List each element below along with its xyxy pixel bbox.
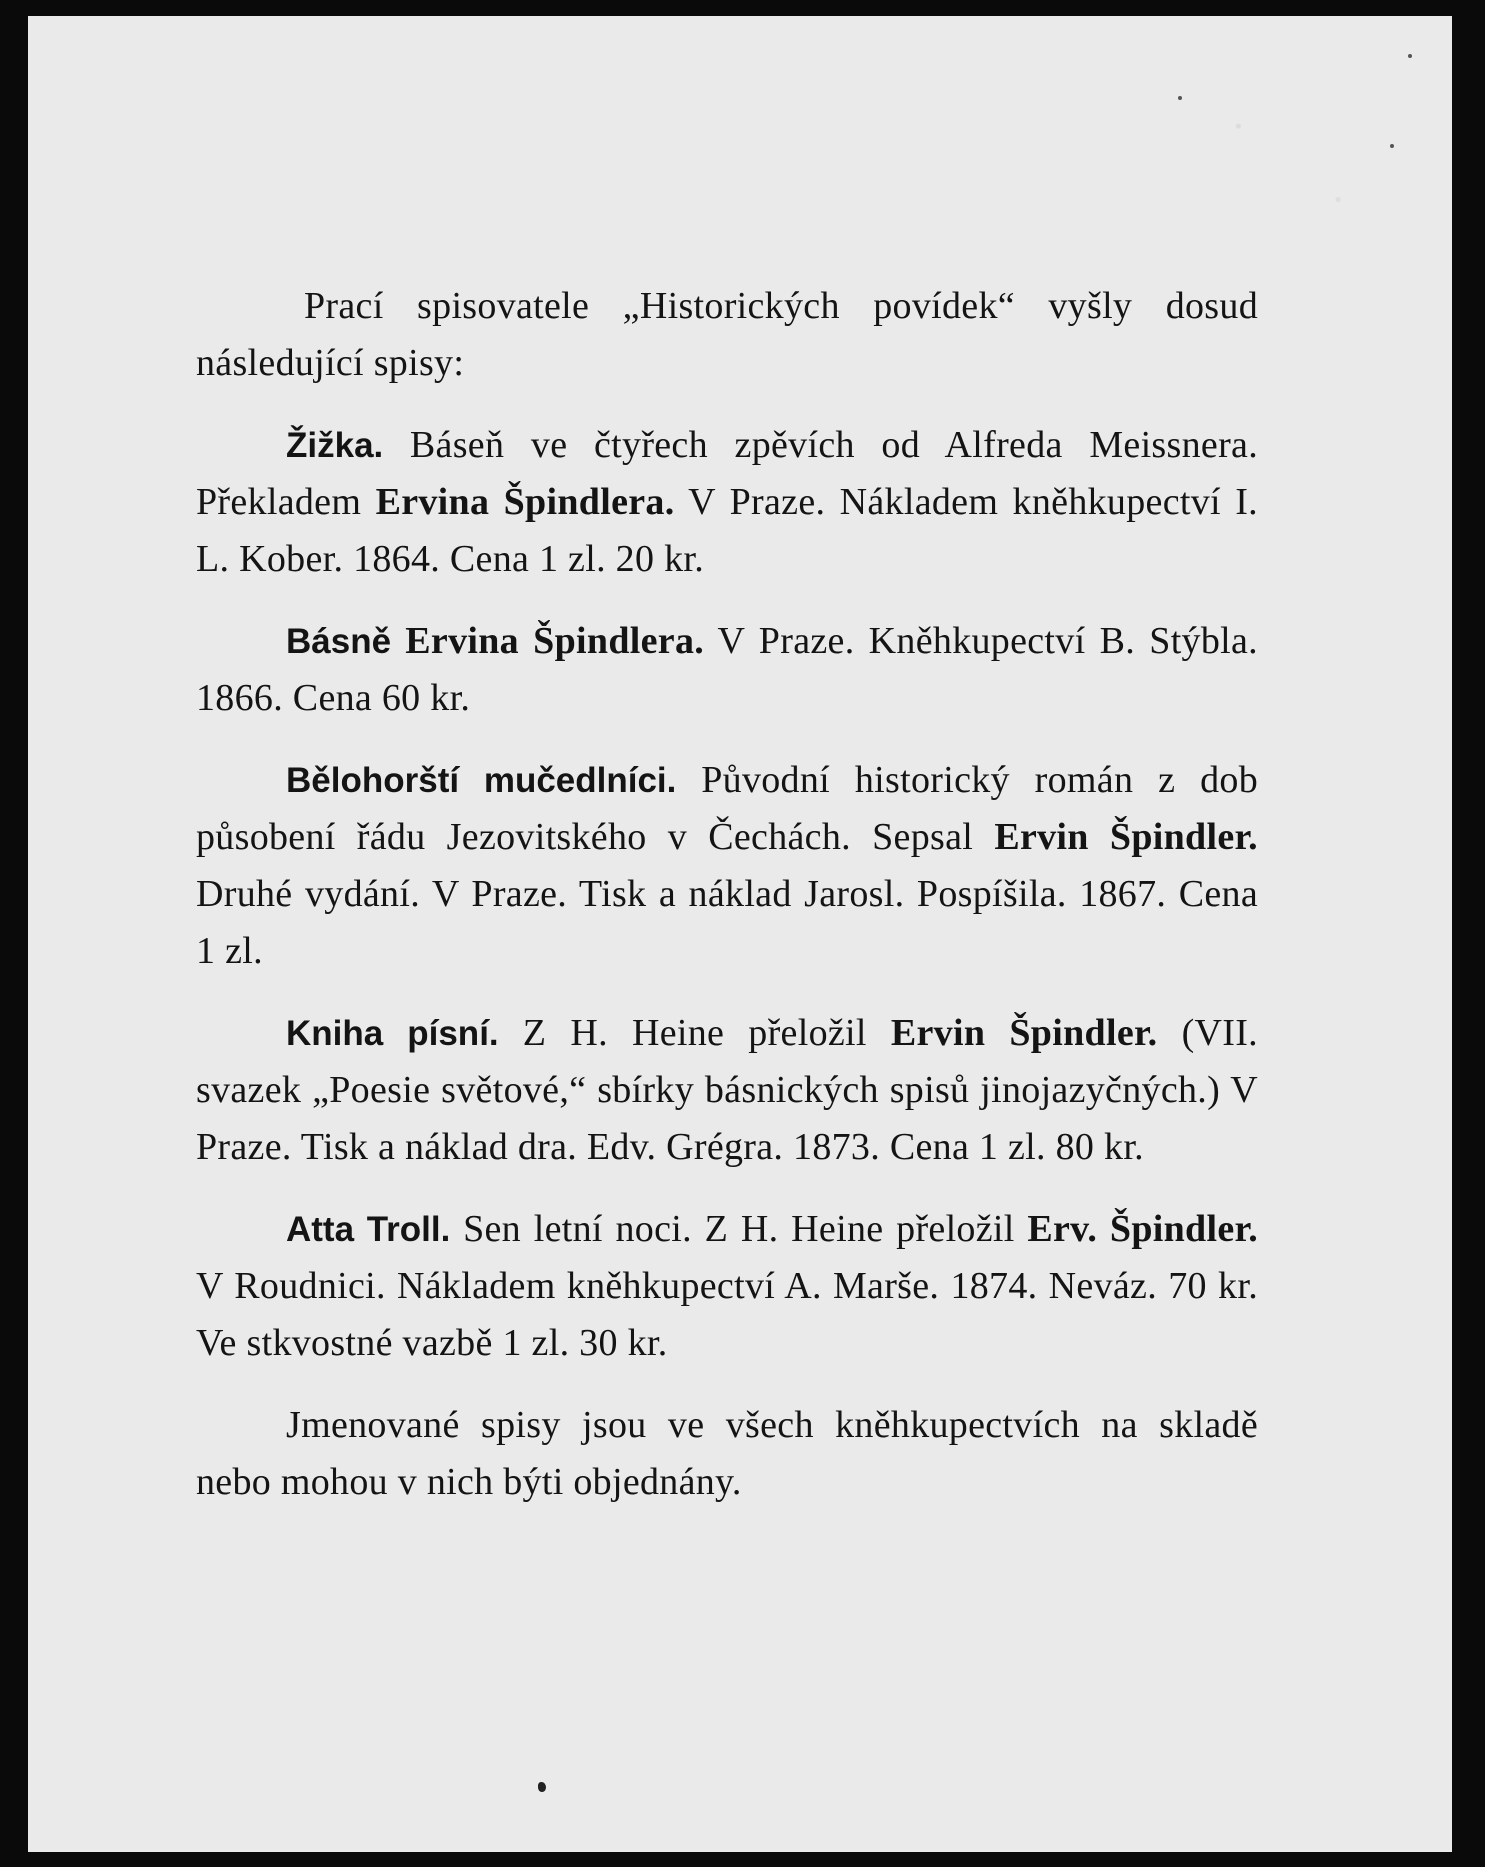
scan-speck <box>1408 54 1412 58</box>
intro-paragraph: Prací spisovatele „Historických povídek“ vyšly dosud následující spisy: <box>196 285 1258 384</box>
entry-text: (VII. svazek „Poesie světové,“ sbírky básnických spisů jinojazyčných.) V Praze. Tisk a náklad dra. Edv. Grégra. 1873. Cena 1 zl. 80 kr. <box>196 1012 1258 1168</box>
entry-kniha-pisni <box>196 1005 1258 1176</box>
entry-title: Žižka. <box>286 426 384 465</box>
author-name: Ervina Špindlera. <box>405 620 705 662</box>
scan-speck <box>1178 96 1182 100</box>
author-name: Ervin Špindler. <box>994 816 1258 858</box>
entry-title: Básně <box>286 622 392 661</box>
book-page <box>28 16 1452 1852</box>
entry-title: Bělohorští mučedlníci. <box>286 761 677 800</box>
author-name: Ervin Špindler. <box>890 1012 1158 1054</box>
entry-text: Původní historický román z dob působení řádu Jezovitského v Čechách. Sepsal <box>196 759 1258 858</box>
entry-text <box>391 620 405 662</box>
author-name: Ervina Špindlera. <box>375 481 675 523</box>
entry-text: Báseň ve čtyřech zpěvích od Alfreda Meissnera. Překladem <box>196 424 1258 523</box>
entry-title: Kniha písní. <box>286 1014 499 1053</box>
entry-text: Z H. Heine přeložil <box>498 1012 891 1054</box>
scan-speck <box>1390 144 1394 148</box>
entry-belohorsti <box>196 752 1258 980</box>
author-name: Erv. Špindler. <box>1027 1208 1258 1250</box>
entry-text: V Roudnici. Nákladem kněhkupectví A. Marše. 1874. Neváz. 70 kr. Ve stkvostné vazbě 1 zl. 30 kr. <box>196 1265 1258 1364</box>
closing-paragraph: Jmenované spisy jsou ve všech kněhkupectvích na skladě nebo mohou v nich býti objednány. <box>196 1404 1258 1503</box>
entry-zizka <box>196 417 1258 588</box>
entry-text: V Praze. Nákladem kněhkupectví I. L. Kober. 1864. Cena 1 zl. 20 kr. <box>196 481 1258 580</box>
entry-text: V Praze. Kněhkupectví B. Stýbla. 1866. Cena 60 kr. <box>196 620 1258 719</box>
publisher-list <box>196 278 1258 1511</box>
entry-text: Druhé vydání. V Praze. Tisk a náklad Jarosl. Pospíšila. 1867. Cena 1 zl. <box>196 873 1258 972</box>
page-mark <box>538 1782 546 1792</box>
entry-atta-troll <box>196 1201 1258 1372</box>
entry-basne <box>196 613 1258 727</box>
entry-title: Atta Troll. <box>286 1210 451 1249</box>
entry-text: Sen letní noci. Z H. Heine přeložil <box>450 1208 1028 1250</box>
